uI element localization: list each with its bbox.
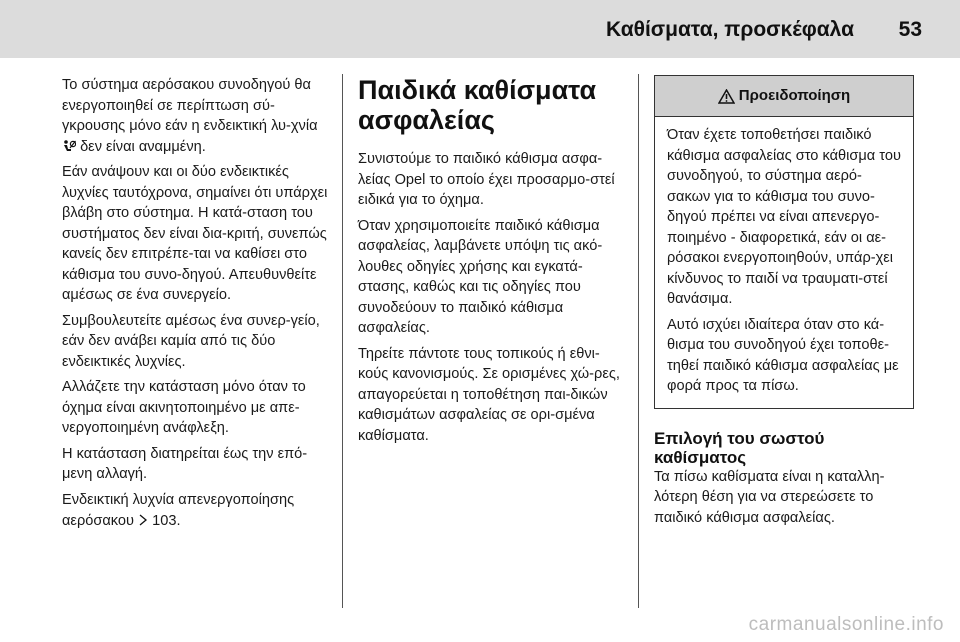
paragraph: Αλλάζετε την κατάσταση μόνο όταν το όχημα είναι ακινητοποιημένο με απε-νεργοποιημένη ανάφλεξη. — [62, 379, 306, 436]
paragraph: Τηρείτε πάντοτε τους τοπικούς ή εθνι-κούς κανονισμούς. Σε ορισμένες χώ-ρες, απαγορεύεται η τοποθέτηση παι-δικών καθισμάτων ασφαλείας σε ορι-σμένα καθίσματα. — [358, 345, 620, 444]
page-number: 53 — [898, 18, 922, 41]
warning-triangle-icon — [718, 86, 735, 107]
paragraph: Όταν χρησιμοποιείτε παιδικό κάθισμα ασφαλείας, λαμβάνετε υπόψη τις ακό-λουθες οδηγίες χρήσης και εγκατά-στασης, καθώς και τις οδηγίες που συνοδεύουν το παιδικό κάθισμα ασφαλείας. — [358, 217, 603, 336]
paragraph: Το σύστημα αερόσακου συνοδηγού θα ενεργοποιηθεί σε περίπτωση σύ-γκρουσης μόνο εάν η ενδεικτική λυ-χνία δεν είναι αναμμένη. — [62, 75, 330, 157]
paragraph: Αυτό ισχύει ιδιαίτερα όταν στο κά-θισμα του συνοδηγού έχει τοποθε-τηθεί παιδικό κάθισμα ασφαλείας με φορά προς τα πίσω. — [667, 316, 899, 394]
warning-body — [655, 117, 913, 408]
paragraph: Συμβουλευτείτε αμέσως ένα συνερ-γείο, εάν δεν ανάβει καμία από τις δύο ενδεικτικές λυχνίες. — [62, 312, 320, 370]
page-header — [0, 0, 960, 58]
right-column — [654, 75, 916, 533]
paragraph: Ενδεικτική λυχνία απενεργοποίησης αερόσακου 103. — [62, 491, 295, 529]
page-reference-icon[interactable] — [138, 510, 148, 531]
paragraph: Η κατάσταση διατηρείται έως την επό-μενη αλλαγή. — [62, 445, 308, 482]
middle-column — [358, 75, 626, 451]
warning-box — [654, 75, 914, 409]
watermark: carmanualsonline.info — [748, 614, 944, 635]
column-divider-right — [638, 74, 639, 608]
paragraph: Τα πίσω καθίσματα είναι η καταλλη-λότερη θέση για να στερεώσετε το παιδικό κάθισμα ασφαλείας. — [654, 468, 885, 526]
section-title: Παιδικά καθίσματα ασφαλείας — [358, 75, 597, 135]
page-title: Καθίσματα, προσκέφαλα — [606, 18, 854, 41]
warning-header — [655, 76, 913, 117]
left-column — [62, 75, 330, 537]
subsection-title: Επιλογή του σωστού καθίσματος — [654, 428, 825, 467]
column-divider-left — [342, 74, 343, 608]
paragraph: Συνιστούμε το παιδικό κάθισμα ασφα-λείας Opel το οποίο έχει προσαρμο-στεί ειδικά για το όχημα. — [358, 151, 615, 208]
paragraph: Όταν έχετε τοποθετήσει παιδικό κάθισμα ασφαλείας στο κάθισμα του συνοδηγού, το σύστημα αερό-σακων για το κάθισμα του συνο-δηγού πρέπει να είναι απενεργο-ποιημένο - διαφορετικά, εάν οι αε-ρόσακοι ενεργοποιηθούν, υπάρ-χει κίνδυνος το παιδί να τραυματι-στεί θανάσιμα. — [667, 127, 901, 307]
passenger-airbag-off-icon — [62, 137, 76, 158]
paragraph: Εάν ανάψουν και οι δύο ενδεικτικές λυχνίες ταυτόχρονα, σημαίνει ότι υπάρχει βλάβη στο σύστημα. Η κατά-σταση του συστήματος δεν είναι δια-κριτή, συνεπώς κανείς δεν επιτρέπε-ται να καθίσει στο κάθισμα του συνο-δηγού. Απευθυνθείτε αμέσως σε ένα συνεργείο. — [62, 164, 328, 303]
warning-title: Προειδοποίηση — [738, 86, 851, 104]
